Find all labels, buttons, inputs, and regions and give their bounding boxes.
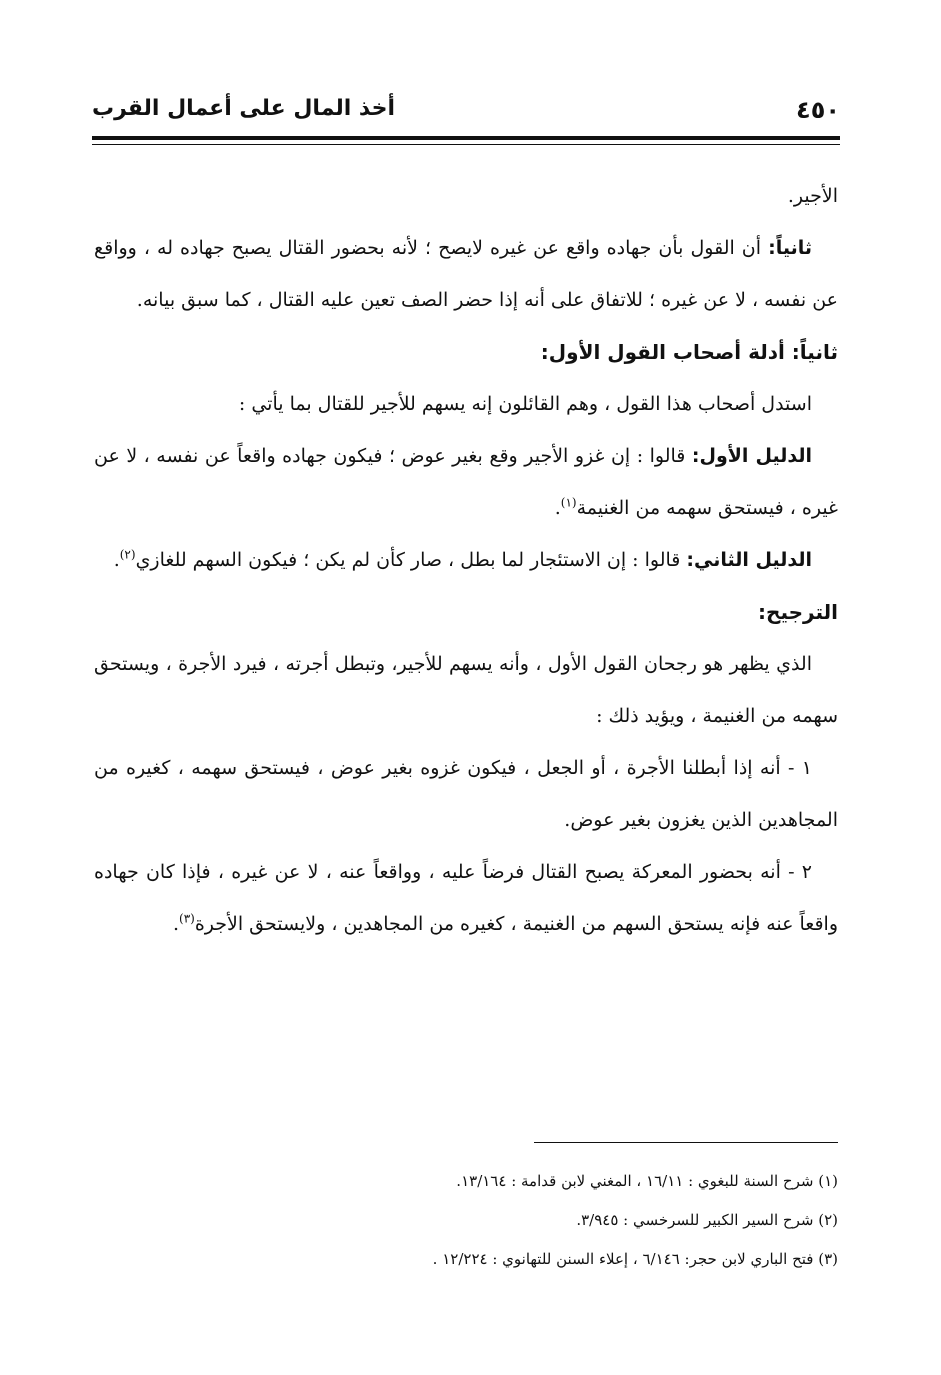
paragraph-text: أن القول بأن جهاده واقع عن غيره لايصح ؛ لأنه بحضور القتال يصبح جهاده له ، وواقع عن نفسه ، لا عن غيره ؛ للاتفاق على أنه إذا حضر الصف تعين عليه القتال ، كما سبق بيانه. — [94, 237, 838, 311]
paragraph-text: ٢ - أنه بحضور المعركة يصبح القتال فرضاً عليه ، وواقعاً عنه ، لا عن غيره ، فإذا كان جهاده واقعاً عنه فإنه يستحق السهم من الغنيمة ، كغيره من المجاهدين ، ولايستحق الأجرة — [94, 861, 838, 935]
lead-term: الدليل الأول: — [691, 445, 812, 467]
footnote-1: (١) شرح السنة للبغوي : ١٦/١١ ، المغني لابن قدامة : ١٣/١٦٤. — [456, 1172, 838, 1190]
paragraph-continuation: الأجير. — [787, 185, 838, 207]
lead-term: ثانياً: — [768, 237, 812, 259]
header-rule-thin — [92, 144, 840, 145]
footnotes — [94, 1162, 838, 1279]
paragraph-second-point — [94, 222, 838, 326]
footnote-3: (٣) فتح الباري لابن حجر: ٦/١٤٦ ، إعلاء السنن للتهانوي : ١٢/٢٢٤ . — [432, 1250, 838, 1268]
footnote-ref: (٢) — [119, 547, 136, 562]
list-item-1: ١ - أنه إذا أبطلنا الأجرة ، أو الجعل ، فيكون غزوه بغير عوض ، فيستحق سهمه ، كغيره من المجاهدين الذين يغزون بغير عوض. — [94, 757, 838, 831]
section-heading-preference: الترجيح: — [758, 600, 838, 624]
paragraph-second-evidence — [94, 534, 838, 586]
paragraph-end: . — [172, 913, 180, 935]
page-header — [92, 96, 840, 130]
header-rule-thick — [92, 136, 840, 140]
paragraph-intro: استدل أصحاب هذا القول ، وهم القائلون إنه يسهم للأجير للقتال بما يأتي : — [238, 393, 812, 415]
footnote-ref: (٣) — [179, 911, 195, 926]
footnote-separator — [534, 1142, 838, 1143]
paragraph-end: . — [554, 497, 561, 519]
paragraph-preference: الذي يظهر هو رجحان القول الأول ، وأنه يسهم للأجير، وتبطل أجرته ، فيرد الأجرة ، ويستحق سهمه من الغنيمة ، ويؤيد ذلك : — [94, 653, 838, 727]
paragraph-first-evidence — [94, 430, 838, 534]
paragraph-text: قالوا : إن الاستئجار لما بطل ، صار كأن لم يكن ؛ فيكون السهم للغازي — [135, 549, 687, 571]
section-heading-evidence: ثانياً: أدلة أصحاب القول الأول: — [540, 340, 838, 364]
main-text — [94, 170, 838, 950]
footnote-ref: (١) — [560, 495, 577, 510]
page-number: ٤٥٠ — [796, 96, 840, 124]
lead-term: الدليل الثاني: — [686, 549, 812, 571]
running-title: أخذ المال على أعمال القرب — [92, 96, 396, 121]
list-item-2 — [94, 846, 838, 950]
footnote-2: (٢) شرح السير الكبير للسرخسي : ٣/٩٤٥. — [576, 1211, 838, 1229]
paragraph-end: . — [113, 549, 120, 571]
paragraph-text: قالوا : إن غزو الأجير وقع بغير عوض ؛ فيكون جهاده واقعاً عن نفسه ، لا عن غيره ، فيستحق سهمه من الغنيمة — [94, 445, 838, 519]
